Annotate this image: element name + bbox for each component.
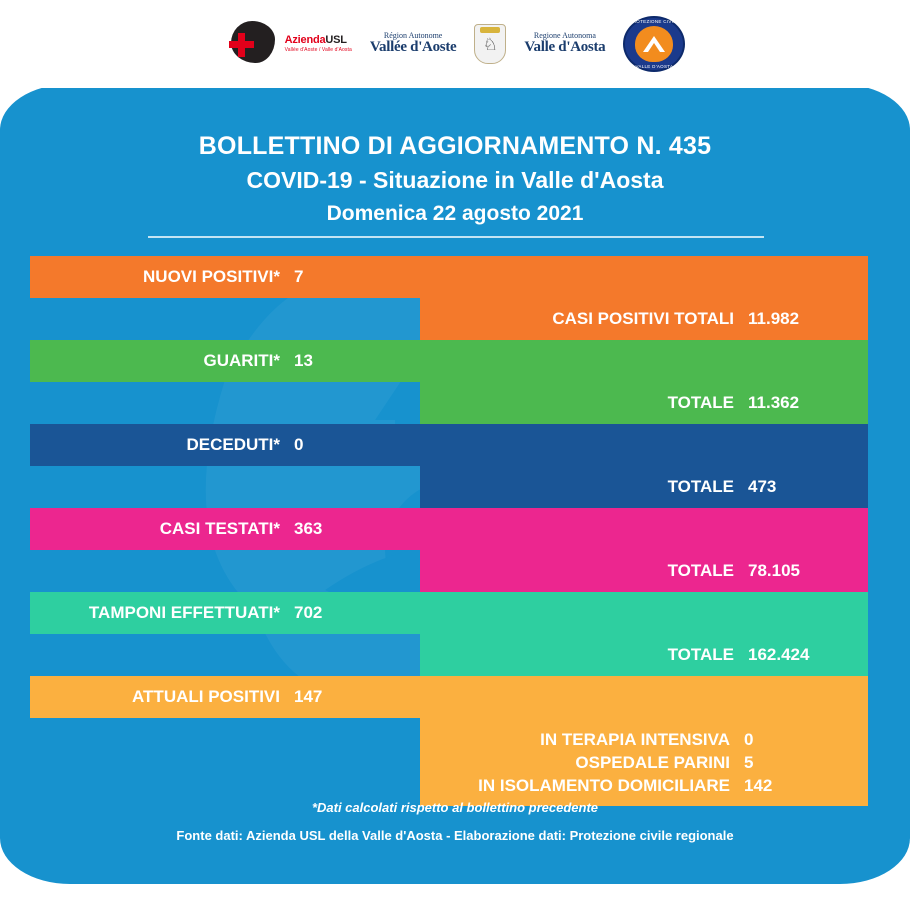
bar-guariti-totale bbox=[420, 382, 868, 424]
protezione-civile-top-label: PROTEZIONE CIVILE bbox=[629, 19, 680, 24]
regione-autonoma-small-text: Regione Autonoma bbox=[533, 30, 596, 40]
region-autonome-big-text: Vallée d'Aoste bbox=[369, 39, 457, 56]
bulletin-titles bbox=[0, 132, 910, 226]
value-nuovi-positivi: 7 bbox=[294, 267, 304, 286]
value-deceduti: 0 bbox=[294, 435, 304, 454]
breakdown-ospedale-parini bbox=[420, 753, 868, 773]
bar-casi-positivi-totali bbox=[420, 298, 868, 340]
value-tamponi-totale: 162.424 bbox=[748, 645, 810, 664]
title-divider bbox=[148, 236, 764, 238]
attuali-positivi-breakdown bbox=[420, 718, 868, 806]
bar-casi-testati-totale bbox=[420, 550, 868, 592]
row-tamponi-effettuati bbox=[0, 592, 910, 676]
label-isolamento-domiciliare: IN ISOLAMENTO DOMICILIARE bbox=[478, 776, 730, 795]
bulletin-panel bbox=[0, 84, 910, 884]
value-casi-testati: 363 bbox=[294, 519, 323, 538]
bar-tamponi-totale bbox=[420, 634, 868, 676]
azienda-usl-logo-text bbox=[285, 35, 352, 53]
label-tamponi-totale: TOTALE bbox=[667, 645, 734, 664]
protezione-civile-logo bbox=[623, 16, 685, 72]
bulletin-title-date: Domenica 22 agosto 2021 bbox=[326, 202, 584, 225]
row-nuovi-positivi bbox=[0, 256, 910, 340]
region-autonome-small-text: Région Autonome bbox=[383, 30, 443, 40]
value-guariti-totale: 11.362 bbox=[748, 393, 800, 412]
value-deceduti-totale: 473 bbox=[748, 477, 777, 496]
bar-deceduti-totale bbox=[420, 466, 868, 508]
label-guariti: GUARITI* bbox=[203, 351, 280, 370]
usl-logo-word-azienda: Azienda bbox=[284, 34, 326, 46]
footnote-text: *Dati calcolati rispetto al bollettino precedente bbox=[311, 800, 599, 815]
label-deceduti-totale: TOTALE bbox=[667, 477, 734, 496]
value-attuali-positivi: 147 bbox=[294, 687, 323, 706]
statistics-rows bbox=[0, 256, 910, 804]
bar-nuovi-positivi bbox=[30, 256, 868, 298]
bar-deceduti bbox=[30, 424, 868, 466]
bar-guariti bbox=[30, 340, 868, 382]
usl-logo-word-usl: USL bbox=[325, 34, 347, 46]
azienda-usl-logo bbox=[225, 19, 352, 69]
label-nuovi-positivi: NUOVI POSITIVI* bbox=[143, 267, 280, 286]
row-attuali-positivi bbox=[0, 676, 910, 804]
source-text: Fonte dati: Azienda USL della Valle d'Aosta - Elaborazione dati: Protezione civile regionale bbox=[176, 828, 734, 843]
bar-attuali-positivi bbox=[30, 676, 868, 718]
label-ospedale-parini: OSPEDALE PARINI bbox=[575, 753, 730, 772]
label-casi-testati: CASI TESTATI* bbox=[159, 519, 280, 538]
breakdown-isolamento-domiciliare bbox=[420, 776, 868, 796]
logo-strip bbox=[0, 0, 910, 88]
value-casi-testati-totale: 78.105 bbox=[748, 561, 800, 580]
label-guariti-totale: TOTALE bbox=[667, 393, 734, 412]
usl-cross-icon bbox=[225, 19, 279, 69]
row-deceduti bbox=[0, 424, 910, 508]
bar-tamponi-effettuati bbox=[30, 592, 868, 634]
label-attuali-positivi: ATTUALI POSITIVI bbox=[132, 687, 280, 706]
regione-autonoma-big-text: Valle d'Aosta bbox=[524, 39, 606, 56]
value-casi-positivi-totali: 11.982 bbox=[748, 309, 800, 328]
label-casi-testati-totale: TOTALE bbox=[667, 561, 734, 580]
label-tamponi-effettuati: TAMPONI EFFETTUATI* bbox=[88, 603, 280, 622]
row-guariti bbox=[0, 340, 910, 424]
label-terapia-intensiva: IN TERAPIA INTENSIVA bbox=[540, 730, 730, 749]
bulletin-title-number: BOLLETTINO DI AGGIORNAMENTO N. 435 bbox=[198, 132, 712, 160]
breakdown-terapia-intensiva bbox=[420, 730, 868, 750]
protezione-civile-bottom-label: VALLE D'AOSTA bbox=[635, 64, 674, 69]
label-deceduti: DECEDUTI* bbox=[186, 435, 280, 454]
value-tamponi-effettuati: 702 bbox=[294, 603, 323, 622]
usl-logo-subtitle: Vallée d'Aoste / Valle d'Aosta bbox=[284, 47, 352, 53]
regione-autonoma-logo bbox=[524, 32, 605, 56]
region-autonome-logo bbox=[370, 32, 457, 56]
value-guariti: 13 bbox=[294, 351, 313, 370]
value-terapia-intensiva: 0 bbox=[744, 730, 754, 749]
label-casi-positivi-totali: CASI POSITIVI TOTALI bbox=[552, 309, 734, 328]
value-ospedale-parini: 5 bbox=[744, 753, 754, 772]
bar-casi-testati bbox=[30, 508, 868, 550]
value-isolamento-domiciliare: 142 bbox=[744, 776, 773, 795]
bulletin-title-subject: COVID-19 - Situazione in Valle d'Aosta bbox=[246, 167, 664, 193]
row-casi-testati bbox=[0, 508, 910, 592]
valle-daosta-crest-icon: ♘ bbox=[474, 24, 506, 64]
